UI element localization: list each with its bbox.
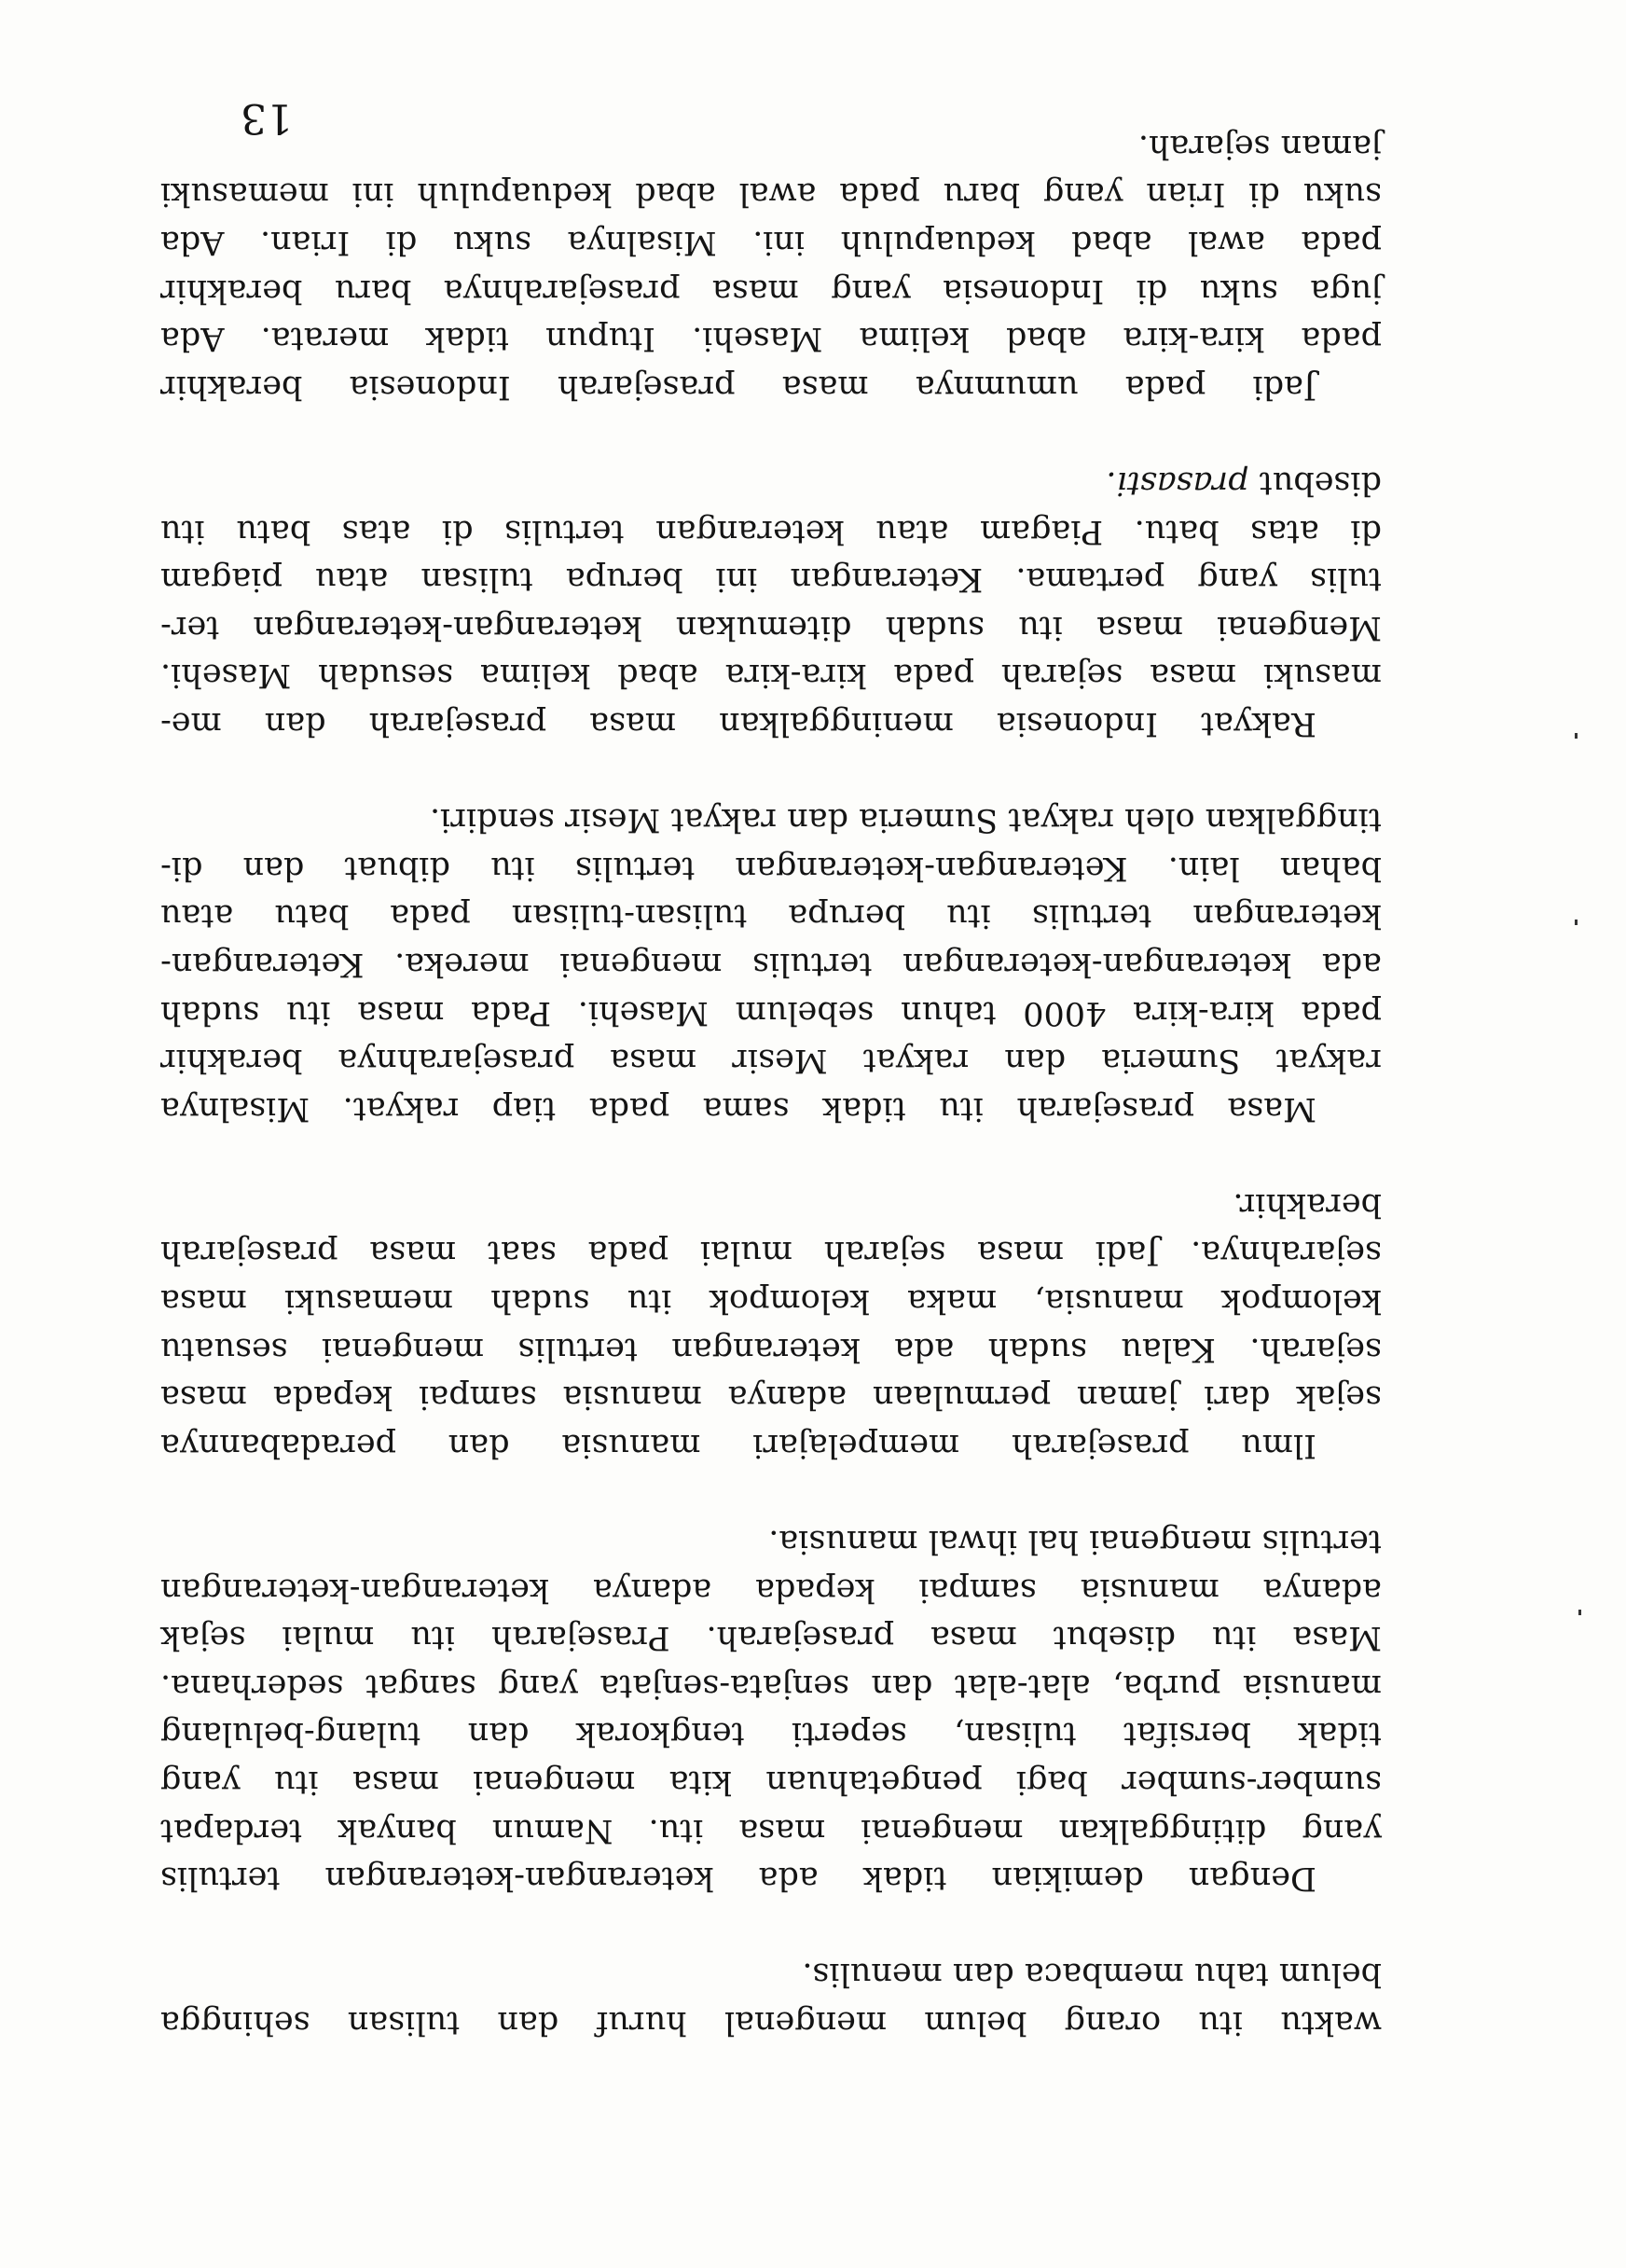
text-line: kelompok manusia, maka kelompok itu sudah memasuki masa (160, 1282, 1382, 1321)
text-line: Ilmu prasejarah mempelajari manusia dan peradabannya (160, 1426, 1316, 1464)
text-line: manusia purba, alat-alat dan senjata-senjata yang sangat sederhana. (160, 1666, 1382, 1705)
text-line: adanya manusia sampai kepada adanya keterangan-keterangan (160, 1570, 1382, 1609)
text-line: tidak bersifat tulisan, seperti tengkorak dan tulang-belulang (160, 1715, 1382, 1753)
paragraph-6 (160, 121, 1382, 410)
text-line: Mengenai masa itu sudah ditemukan keterangan-keterangan ter- (160, 608, 1382, 646)
text-line: Dengan demikian tidak ada keterangan-keterangan tertulis (160, 1860, 1316, 1898)
italic-term: prasasti. (1106, 464, 1249, 502)
text-line: belum tahu membaca dan menulis. (802, 1956, 1382, 1994)
scan-speck (1575, 920, 1578, 925)
text-line: masuki masa sejarah pada kira-kira abad kelima sesudah Masehi. (160, 657, 1382, 695)
text-line: ada keterangan-keterangan tertulis mengenai mereka. Keterangan- (160, 945, 1382, 983)
text-line: juga suku di Indonesia yang masa prasejarahnya baru berakhir (160, 271, 1382, 310)
text-line: Rakyat Indonesia meninggalkan masa prasejarah dan me- (160, 704, 1316, 742)
paragraph-2 (160, 1516, 1382, 1902)
text-line: berakhir. (1233, 1185, 1382, 1224)
text-line: di atas batu. Piagam atau keterangan tertulis di atas batu itu (160, 512, 1382, 550)
text-line: tertulis mengenai hal ihwal manusia. (768, 1523, 1382, 1561)
text-line: sejarah. Kalau sudah ada keterangan tertulis mengenai sesuatu (160, 1330, 1382, 1368)
text-line: waktu itu orang belum mengenal huruf dan tulisan sehingga (160, 2004, 1382, 2041)
text-line: pada kira-kira abad kelima Masehi. Itupun tidak merata. Ada (160, 320, 1382, 358)
text-line: bahan lain. Keterangan-keterangan tertulis itu dibuat dan di- (160, 849, 1382, 887)
text-line: tulis yang pertama. Keterangan ini berupa tulisan atau piagam (160, 560, 1382, 599)
text-line: pada kira-kira 4000 tahun sebelum Masehi. Pada masa itu sudah (160, 993, 1382, 1031)
scan-speck (1575, 733, 1578, 739)
text-line: tinggalkan oleh rakyat Sumeria dan rakyat Mesir sendiri. (429, 801, 1382, 839)
paragraph-1 (160, 1950, 1382, 2046)
page-number: 13 (241, 94, 293, 142)
paragraph-5 (160, 458, 1382, 747)
text-line: pada awal abad keduapuluh ini. Misalnya suku di Irian. Ada (160, 224, 1382, 262)
text-line-with-term (160, 458, 1382, 506)
text-line: rakyat Sumeria dan rakyat Mesir masa prasejarahnya berakhir (160, 1042, 1382, 1080)
text-line: yang ditinggalkan mengenai masa itu. Namun banyak terdapat (160, 1811, 1382, 1849)
text-line: Masa prasejarah itu tidak sama pada tiap rakyat. Misalnya (160, 1089, 1316, 1127)
text-line: suku di Irian yang baru pada awal abad keduapuluh ini memasuki (160, 175, 1382, 214)
text-line: sejarahnya. Jadi masa sejarah mulai pada saat masa prasejarah (160, 1234, 1382, 1272)
text-line: Masa itu disebut masa prasejarah. Prasejarah itu mulai sejak (160, 1619, 1382, 1657)
text-segment: disebut (1259, 464, 1382, 502)
text-line: sejak dari jaman permulaan adanya manusia sampai kepada masa (160, 1378, 1382, 1417)
scan-speck (1578, 1610, 1581, 1615)
text-line: Jadi pada umumnya masa prasejarah Indonesia berakhir (160, 367, 1316, 406)
body-text (160, 121, 1382, 2046)
paragraph-4 (160, 795, 1382, 1132)
text-line: keterangan tertulis itu berupa tulisan-tulisan pada batu atau (160, 897, 1382, 935)
text-line: jaman sejarah. (1137, 127, 1382, 165)
text-line: sumber-sumber bagi pengetahuan kita mengenai masa itu yang (160, 1763, 1382, 1802)
paragraph-3 (160, 1180, 1382, 1469)
